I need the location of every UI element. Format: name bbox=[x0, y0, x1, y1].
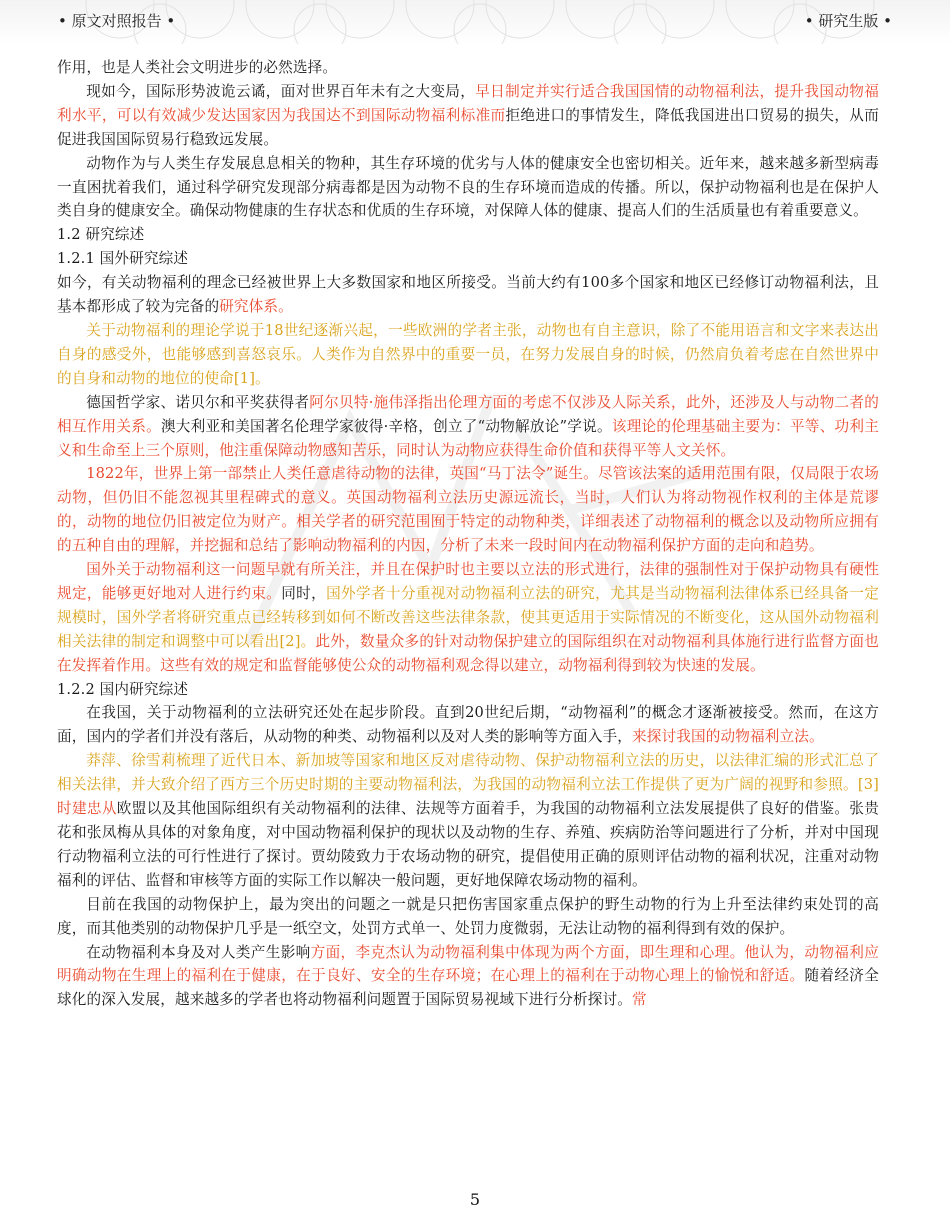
highlight-red-segment: 该理论的伦理基础主要为：平等、功利主义和生命至上三个原则，他注重保障动物感知苦乐，同时认为动物应获得生命价值和获得平等人文关怀。 bbox=[57, 417, 879, 459]
text-segment: 德国哲学家、诺贝尔和平奖获得者 bbox=[86, 393, 310, 411]
text-segment: 1.2.1 国外研究综述 bbox=[57, 250, 189, 268]
text-segment: 澳大利亚和美国著名伦理学家彼得·辛格，创立了“动物解放论”学说。 bbox=[160, 417, 612, 435]
highlight-red-segment: 来探讨我国的动物福利立法。 bbox=[632, 728, 824, 746]
paragraph bbox=[57, 893, 879, 941]
paragraph bbox=[57, 701, 879, 749]
highlight-red-segment: 时建忠从 bbox=[57, 800, 117, 818]
highlight-red-segment: 国外关于动物福利这一问题早就有所关注，并且在保护时也主要以立法的形式进行，法律的强制性对于保护动物具有硬性规定，能够更好地对人进行约束。 bbox=[57, 561, 879, 602]
paragraph bbox=[57, 678, 879, 702]
paragraph bbox=[57, 271, 879, 319]
paragraph bbox=[57, 56, 879, 80]
highlight-red-segment: 常 bbox=[632, 991, 647, 1009]
text-segment: 拒绝进口的事情发生，降低我国进出口贸易的损失，从而促进我国国际贸易行稳致远发展。 bbox=[57, 106, 879, 148]
highlight-yellow-segment: 莽萍、徐雪莉梳理了近代日本、新加坡等国家和地区反对虐待动物、保护动物福利立法的历史，以法律汇编的形式汇总了相关法律，并大致介绍了西方三个历史时期的主要动物福利法，为我国的动物福利立法工作提供了更为广阔的视野和参照。[3] bbox=[57, 752, 879, 794]
text-segment: 作用，也是人类社会文明进步的必然选择。 bbox=[57, 59, 338, 76]
highlight-yellow-segment: 国外学者十分重视对动物福利立法的研究，尤其是当动物福利法律体系已经具备一定规模时，国外学者将研究重点已经转移到如何不断改善这些法律条款，使其更适用于实际情况的不断变化，这从国外动物福利相关法律的制定和调整中可以看出[2]。 bbox=[57, 584, 879, 650]
report-header-band bbox=[0, 0, 950, 44]
highlight-yellow-segment: 人类作为自然界中的重要一员，在努力发展自身的时候，仍然肩负着考虑在自然世界中的自身和动物的地位的使命[1]。 bbox=[57, 345, 879, 387]
page-number: 5 bbox=[469, 1190, 481, 1209]
header-report-title: • 原文对照报告 • bbox=[58, 12, 176, 30]
text-segment: 在动物福利本身及对人类产生影响 bbox=[86, 943, 311, 961]
paragraph bbox=[57, 749, 879, 892]
text-segment: 动物作为与人类生存发展息息相关的物种，其生存环境的优劣与人体的健康安全也密切相关。近年来，越来越多新型病毒一直困扰着我们，通过科学研究发现部分病毒都是因为动物不良的生存环境而造成的传播。所以，保护动物福利也是在保护人类自身的健康安全。确保动物健康的生存状态和优质的生存环境，对保障人体的健康、提高人们的生活质量也有着重要意义。 bbox=[57, 154, 879, 220]
text-segment: 现如今，国际形势波诡云谲，面对世界百年未有之大变局， bbox=[86, 82, 476, 100]
text-segment: 1.2.2 国内研究综述 bbox=[57, 680, 189, 698]
paragraph bbox=[57, 152, 879, 224]
text-segment: 如今，有关动物福利的理念已经被世界上大多数国家和地区所接受。当前大约有100多个国家和地区已经修订动物福利法，且基本都形成了较为完备的 bbox=[57, 274, 879, 316]
text-segment: 欧盟以及其他国际组织有关动物福利的法律、法规等方面着手，为我国的动物福利立法发展提供了良好的借鉴。张贵花和张凤梅从具体的对象角度，对中国动物福利保护的现状以及动物的生存、养殖、疾病防治等问题进行了分析，并对中国现行动物福利立法的可行性进行了探讨。贾幼陵致力于农场动物的研究，提倡使用正确的原则评估动物的福利状况，注重对动物福利的评估、监督和审核等方面的实际工作以解决一般问题，更好地保障农场动物的福利。 bbox=[57, 800, 879, 889]
highlight-red-segment: 此外，数量众多的针对动物保护建立的国际组织在对动物福利具体施行进行监督方面也在发挥着作用。这些有效的规定和监督能够使公众的动物福利观念得以建立，动物福利得到较为快速的发展。 bbox=[57, 632, 879, 674]
highlight-red-segment: 1822年，世界上第一部禁止人类任意虐待动物的法律，英国“马丁法令”诞生。尽管该法案的适用范围有限，仅局限于农场动物，但仍旧不能忽视其里程碑式的意义。英国动物福利立法历史源远流长，当时，人们认为将动物视作权利的主体是荒谬的，动物的地位仍旧被定位为财产。相关学者的研究范围囿于特定的动物种类，详细表述了动物福利的概念以及动物所应拥有的五种自由的理解，并挖掘和总结了影响动物福利的内因，分析了未来一段时间内在动物福利保护方面的走向和趋势。 bbox=[57, 465, 879, 555]
paragraph bbox=[57, 223, 879, 247]
text-segment: 随着经济全球化的深入发展，越来越多的学者也将动物福利问题置于国际贸易视域下进行分析探讨。 bbox=[57, 967, 879, 1009]
paragraph bbox=[57, 941, 879, 1013]
text-segment: 同时， bbox=[281, 584, 327, 602]
highlight-red-segment: 方面，李克杰认为动物福利集中体现为两个方面，即生理和心理。他认为，动物福利应明确动物在生理上的福利在于健康，在于良好、安全的生存环境；在心理上的福利在于动物心理上的愉悦和舒适。 bbox=[57, 943, 879, 985]
paragraph bbox=[57, 80, 879, 152]
highlight-yellow-segment: 关于动物福利的理论学说于18世纪逐渐兴起，一些欧洲的学者主张，动物也有自主意识，除了不能用语言和文字来表达出自身的感受外，也能够感到喜怒哀乐。 bbox=[57, 321, 879, 363]
text-segment: 目前在我国的动物保护上，最为突出的问题之一就是只把伤害国家重点保护的野生动物的行为上升至法律约束处罚的高度，而其他类别的动物保护几乎是一纸空文，处罚方式单一、处罚力度微弱，无法让动物的福利得到有效的保护。 bbox=[57, 895, 879, 937]
paragraph bbox=[57, 558, 879, 678]
header-edition-label: • 研究生版 • bbox=[804, 12, 892, 30]
highlight-red-segment: 研究体系。 bbox=[219, 298, 293, 316]
text-segment: 在我国，关于动物福利的立法研究还处在起步阶段。直到20世纪后期，“动物福利”的概念才逐渐被接受。然而，在这方面，国内的学者们并没有落后，从动物的种类、动物福利以及对人类的影响等方面入手， bbox=[57, 704, 879, 746]
highlight-red-segment: 阿尔贝特·施伟泽指出伦理方面的考虑不仅涉及人际关系，此外，还涉及人与动物二者的相互作用关系。 bbox=[57, 393, 879, 435]
text-segment: 1.2 研究综述 bbox=[57, 226, 145, 244]
paragraph bbox=[57, 462, 879, 558]
document-body bbox=[57, 56, 879, 1012]
paragraph bbox=[57, 391, 879, 463]
highlight-red-segment: 早日制定并实行适合我国国情的动物福利法，提升我国动物福利水平，可以有效减少发达国家因为我国达不到国际动物福利标准而 bbox=[57, 82, 879, 124]
paragraph bbox=[57, 319, 879, 391]
paragraph bbox=[57, 247, 879, 271]
